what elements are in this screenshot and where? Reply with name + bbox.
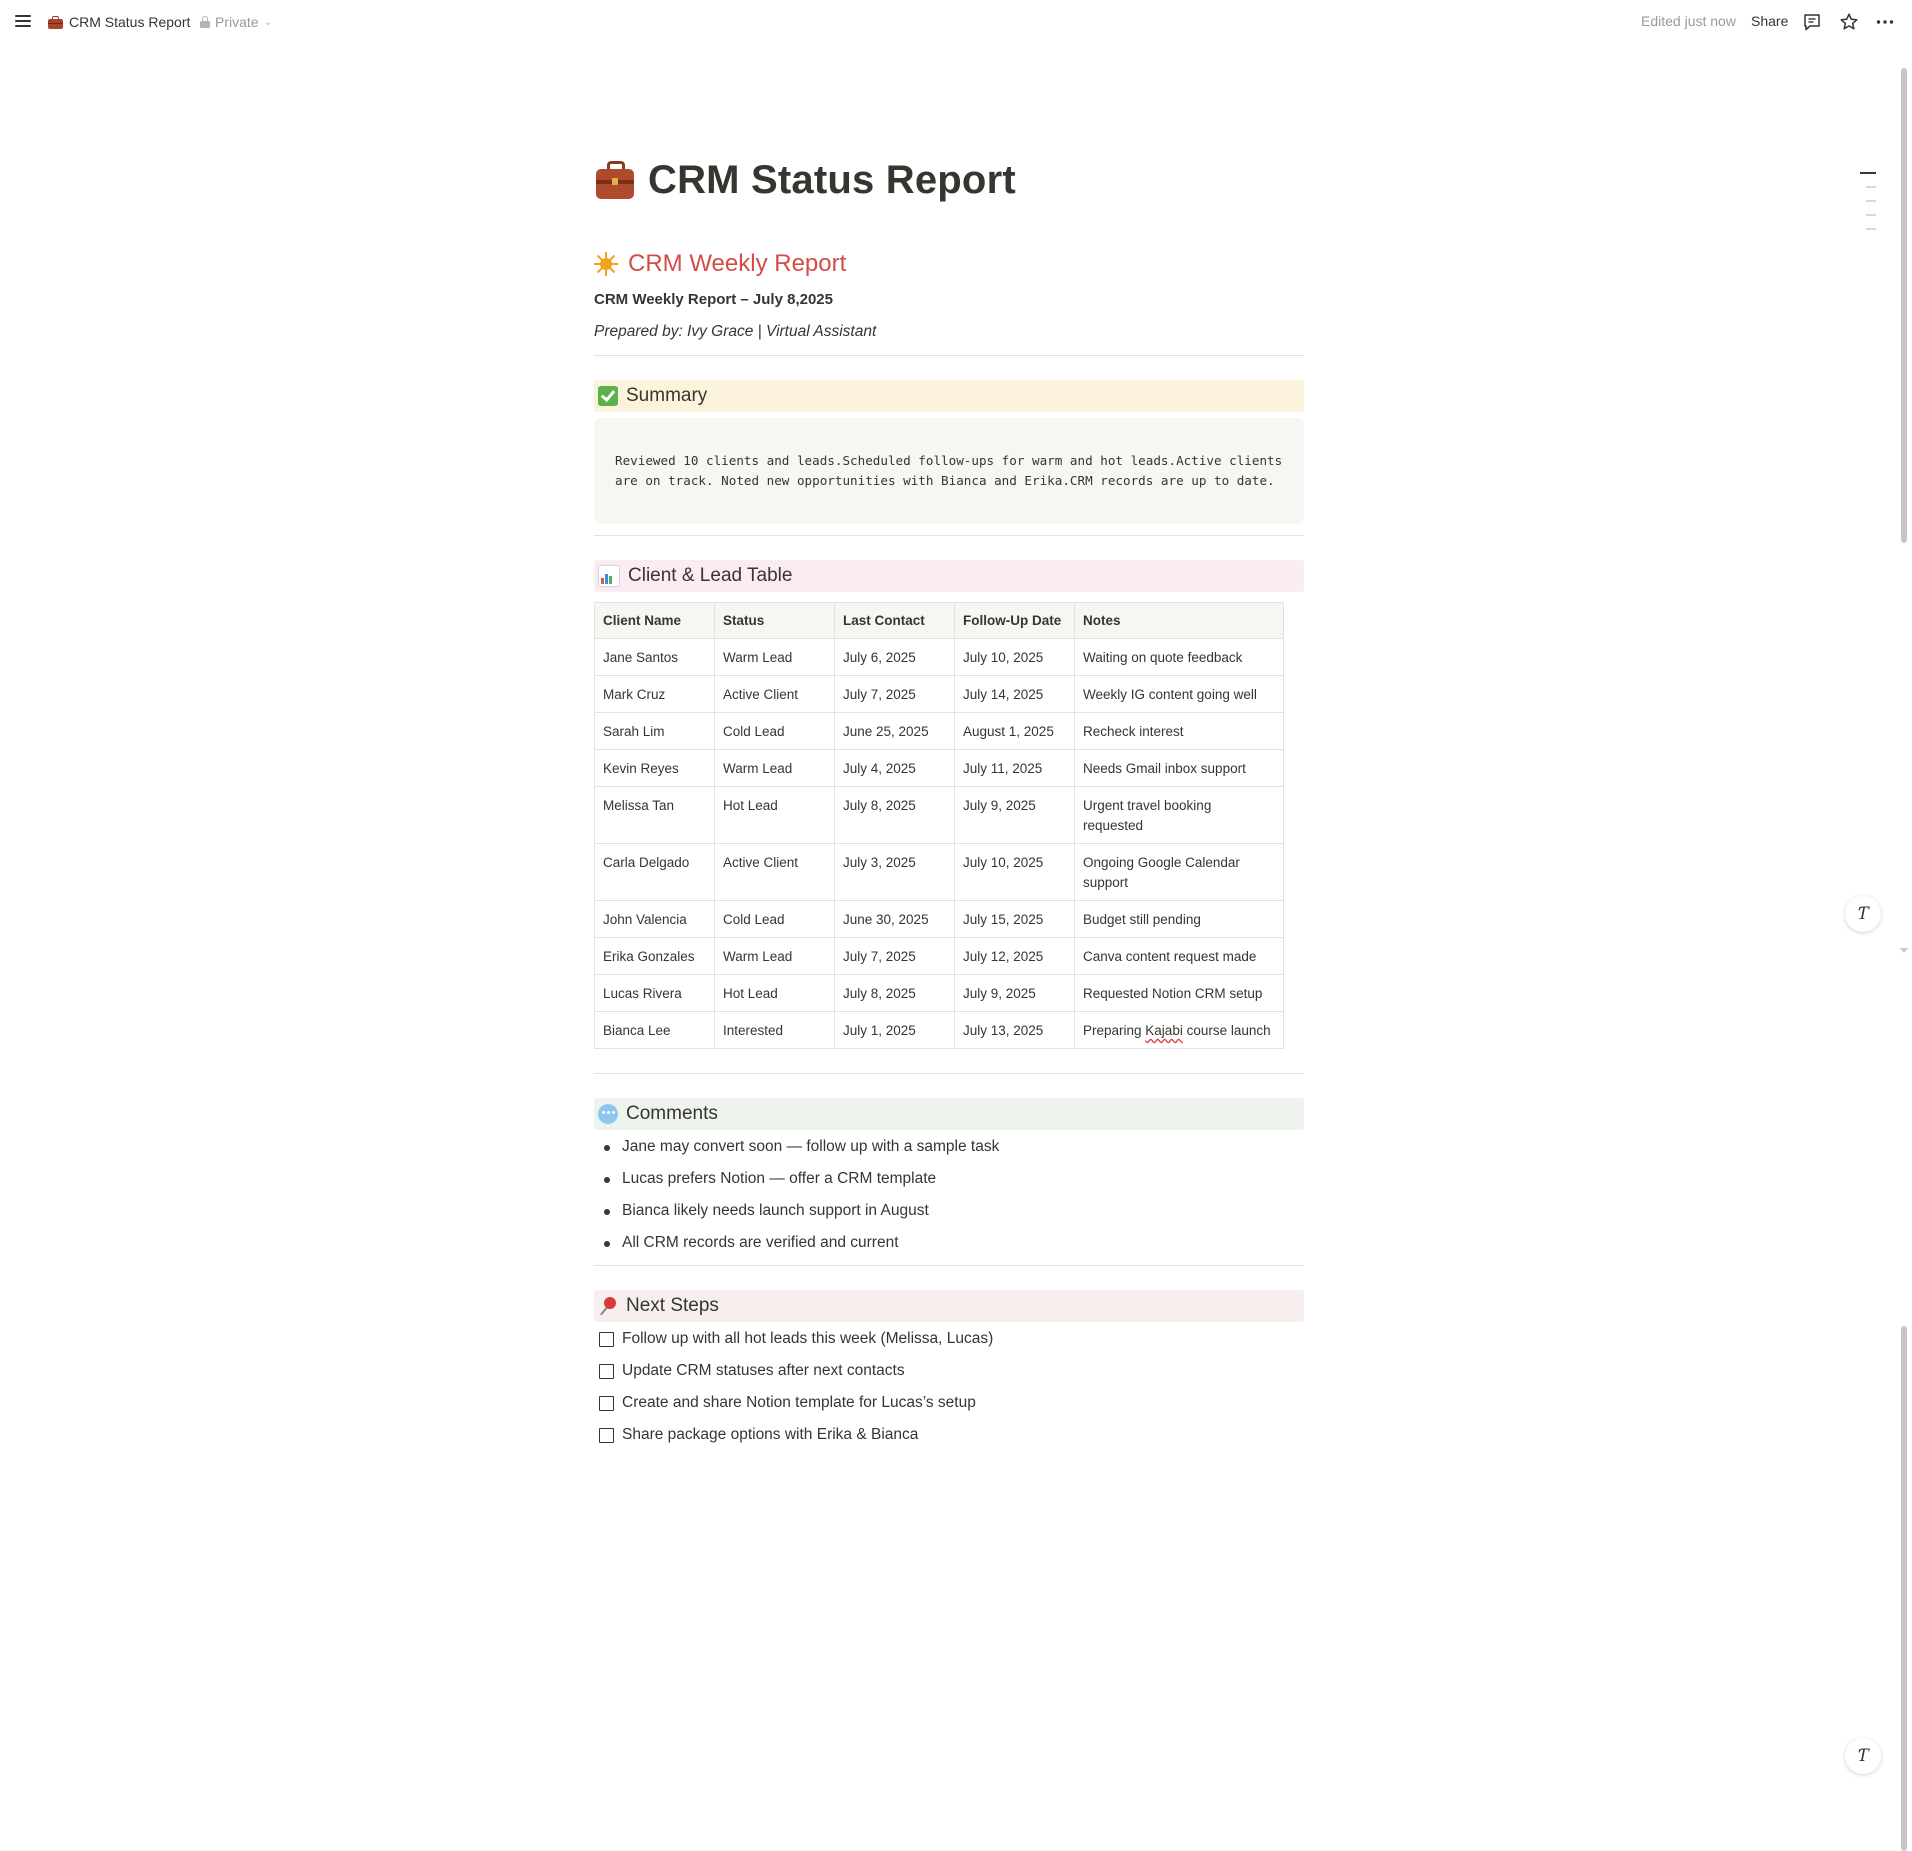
table-cell[interactable]: Kevin Reyes: [595, 750, 715, 787]
pushpin-icon: [598, 1296, 618, 1316]
checkbox[interactable]: [599, 1428, 614, 1443]
chevron-down-icon: ⌄: [263, 16, 272, 28]
table-cell[interactable]: Needs Gmail inbox support: [1075, 750, 1284, 787]
todo-label: Update CRM statuses after next contacts: [622, 1362, 905, 1379]
comments-heading-label: Comments: [626, 1103, 718, 1124]
table-cell[interactable]: Erika Gonzales: [595, 938, 715, 975]
summary-code-block[interactable]: [594, 418, 1304, 524]
ai-icon: Ƭ: [1857, 1746, 1869, 1766]
table-cell[interactable]: Warm Lead: [715, 639, 835, 676]
table-row: [595, 844, 1284, 901]
table-row: [595, 713, 1284, 750]
privacy-dropdown[interactable]: [200, 12, 272, 32]
speech-bubble-icon: [598, 1104, 618, 1124]
next-steps-heading[interactable]: [594, 1290, 1304, 1322]
table-cell[interactable]: August 1, 2025: [955, 713, 1075, 750]
table-cell[interactable]: Melissa Tan: [595, 787, 715, 844]
briefcase-icon[interactable]: [594, 160, 636, 202]
ai-assistant-button[interactable]: [1845, 896, 1881, 932]
table-cell[interactable]: June 25, 2025: [835, 713, 955, 750]
breadcrumb-title: CRM Status Report: [69, 14, 191, 30]
table-cell[interactable]: Carla Delgado: [595, 844, 715, 901]
column-header[interactable]: Last Contact: [835, 603, 955, 639]
table-cell[interactable]: July 8, 2025: [835, 787, 955, 844]
more-icon[interactable]: [1874, 11, 1896, 33]
sun-icon: [594, 252, 618, 276]
lock-icon: [200, 16, 210, 28]
table-row: [595, 787, 1284, 844]
table-cell[interactable]: Waiting on quote feedback: [1075, 639, 1284, 676]
privacy-label: Private: [215, 14, 259, 30]
table-cell[interactable]: Mark Cruz: [595, 676, 715, 713]
scrollbar-thumb[interactable]: [1901, 68, 1907, 543]
table-cell[interactable]: June 30, 2025: [835, 901, 955, 938]
table-cell[interactable]: Jane Santos: [595, 639, 715, 676]
table-cell[interactable]: Hot Lead: [715, 787, 835, 844]
table-cell[interactable]: Lucas Rivera: [595, 975, 715, 1012]
divider: [594, 535, 1304, 536]
table-cell[interactable]: July 10, 2025: [955, 639, 1075, 676]
table-of-contents-rail[interactable]: [1860, 172, 1876, 242]
share-button[interactable]: Share: [1751, 13, 1789, 29]
table-cell[interactable]: July 14, 2025: [955, 676, 1075, 713]
briefcase-icon: [48, 16, 63, 29]
table-cell[interactable]: Warm Lead: [715, 750, 835, 787]
table-row: [595, 901, 1284, 938]
table-cell[interactable]: Requested Notion CRM setup: [1075, 975, 1284, 1012]
divider: [594, 355, 1304, 356]
column-header[interactable]: Status: [715, 603, 835, 639]
column-header[interactable]: Client Name: [595, 603, 715, 639]
scrollbar-thumb-secondary[interactable]: [1901, 1326, 1907, 1851]
table-cell[interactable]: Sarah Lim: [595, 713, 715, 750]
table-cell[interactable]: July 9, 2025: [955, 787, 1075, 844]
weekly-report-title: CRM Weekly Report: [628, 250, 847, 277]
table-cell[interactable]: Bianca Lee: [595, 1012, 715, 1049]
table-heading[interactable]: [594, 560, 1304, 592]
table-row: [595, 975, 1284, 1012]
divider: [594, 1265, 1304, 1266]
checkbox[interactable]: [599, 1332, 614, 1347]
table-cell[interactable]: Hot Lead: [715, 975, 835, 1012]
table-cell[interactable]: Interested: [715, 1012, 835, 1049]
table-row: [595, 676, 1284, 713]
table-cell[interactable]: Budget still pending: [1075, 901, 1284, 938]
table-cell[interactable]: July 8, 2025: [835, 975, 955, 1012]
table-cell[interactable]: July 11, 2025: [955, 750, 1075, 787]
table-cell[interactable]: July 13, 2025: [955, 1012, 1075, 1049]
table-cell[interactable]: Active Client: [715, 676, 835, 713]
table-cell[interactable]: Preparing Kajabi course launch: [1075, 1012, 1284, 1049]
comments-heading[interactable]: [594, 1098, 1304, 1130]
todo-label: Share package options with Erika & Bianca: [622, 1426, 919, 1443]
ai-assistant-button-bottom[interactable]: [1845, 1738, 1881, 1774]
bar-chart-icon: [598, 565, 620, 587]
table-cell[interactable]: Cold Lead: [715, 901, 835, 938]
table-cell[interactable]: Canva content request made: [1075, 938, 1284, 975]
summary-heading[interactable]: [594, 380, 1304, 412]
table-cell[interactable]: Warm Lead: [715, 938, 835, 975]
breadcrumb-page[interactable]: [48, 12, 190, 32]
table-row: [595, 938, 1284, 975]
list-item[interactable]: All CRM records are verified and current: [594, 1230, 999, 1262]
weekly-report-heading[interactable]: [594, 250, 846, 278]
table-cell[interactable]: Weekly IG content going well: [1075, 676, 1284, 713]
table-cell[interactable]: Ongoing Google Calendar support: [1075, 844, 1284, 901]
table-heading-label: Client & Lead Table: [628, 565, 793, 586]
table-cell[interactable]: July 10, 2025: [955, 844, 1075, 901]
summary-heading-label: Summary: [626, 385, 708, 406]
scrollbar[interactable]: [1898, 48, 1910, 1803]
scroll-down-icon[interactable]: [1900, 948, 1908, 953]
table-cell[interactable]: July 9, 2025: [955, 975, 1075, 1012]
todo-item[interactable]: [594, 1390, 993, 1422]
page-header: [594, 158, 1016, 203]
table-cell[interactable]: July 12, 2025: [955, 938, 1075, 975]
table-cell[interactable]: Active Client: [715, 844, 835, 901]
table-cell[interactable]: July 7, 2025: [835, 938, 955, 975]
checkbox[interactable]: [599, 1396, 614, 1411]
list-item[interactable]: Lucas prefers Notion — offer a CRM template: [594, 1166, 999, 1198]
prepared-by[interactable]: Prepared by: Ivy Grace | Virtual Assistant: [594, 323, 877, 340]
toc-marker[interactable]: [1866, 228, 1876, 230]
comment-icon[interactable]: [1801, 11, 1823, 33]
todo-item[interactable]: [594, 1326, 993, 1358]
toc-marker[interactable]: [1866, 200, 1876, 202]
table-cell[interactable]: Urgent travel booking requested: [1075, 787, 1284, 844]
column-header[interactable]: Follow-Up Date: [955, 603, 1075, 639]
next-steps-heading-label: Next Steps: [626, 1295, 719, 1316]
table-cell[interactable]: July 15, 2025: [955, 901, 1075, 938]
table-row: [595, 639, 1284, 676]
divider: [594, 1073, 1304, 1074]
todo-label: Create and share Notion template for Lucas’s setup: [622, 1394, 976, 1411]
page-title[interactable]: CRM Status Report: [648, 158, 1016, 202]
menu-icon[interactable]: [13, 11, 33, 31]
edited-status: Edited just now: [1641, 13, 1736, 29]
todo-label: Follow up with all hot leads this week (Melissa, Lucas): [622, 1330, 994, 1347]
toc-marker[interactable]: [1866, 214, 1876, 216]
spellcheck-word[interactable]: Kajabi: [1145, 1023, 1183, 1038]
table-row: [595, 1012, 1284, 1049]
todo-item[interactable]: [594, 1358, 993, 1390]
table-cell[interactable]: July 3, 2025: [835, 844, 955, 901]
table-cell[interactable]: July 4, 2025: [835, 750, 955, 787]
top-bar: [0, 0, 1912, 44]
comments-list: [594, 1134, 999, 1262]
table-cell[interactable]: Cold Lead: [715, 713, 835, 750]
table-cell[interactable]: Recheck interest: [1075, 713, 1284, 750]
check-mark-icon: [598, 386, 618, 406]
client-lead-table[interactable]: [594, 602, 1284, 1049]
list-item[interactable]: Bianca likely needs launch support in August: [594, 1198, 999, 1230]
summary-text: Reviewed 10 clients and leads.Scheduled follow-ups for warm and hot leads.Active clients are on track. Noted new opportunities with Bianca and Erika.CRM records are up to date.: [615, 453, 1290, 488]
star-icon[interactable]: [1838, 11, 1860, 33]
toc-marker[interactable]: [1860, 172, 1876, 174]
checkbox[interactable]: [599, 1364, 614, 1379]
table-cell[interactable]: John Valencia: [595, 901, 715, 938]
toc-marker[interactable]: [1866, 186, 1876, 188]
table-cell[interactable]: July 1, 2025: [835, 1012, 955, 1049]
table-cell[interactable]: July 6, 2025: [835, 639, 955, 676]
next-steps-list: [594, 1326, 993, 1454]
table-header-row: [595, 603, 1284, 639]
column-header[interactable]: Notes: [1075, 603, 1284, 639]
table-row: [595, 750, 1284, 787]
list-item[interactable]: Jane may convert soon — follow up with a sample task: [594, 1134, 999, 1166]
table-cell[interactable]: July 7, 2025: [835, 676, 955, 713]
todo-item[interactable]: [594, 1422, 993, 1454]
report-date[interactable]: CRM Weekly Report – July 8,2025: [594, 291, 833, 308]
ai-icon: Ƭ: [1857, 904, 1869, 924]
